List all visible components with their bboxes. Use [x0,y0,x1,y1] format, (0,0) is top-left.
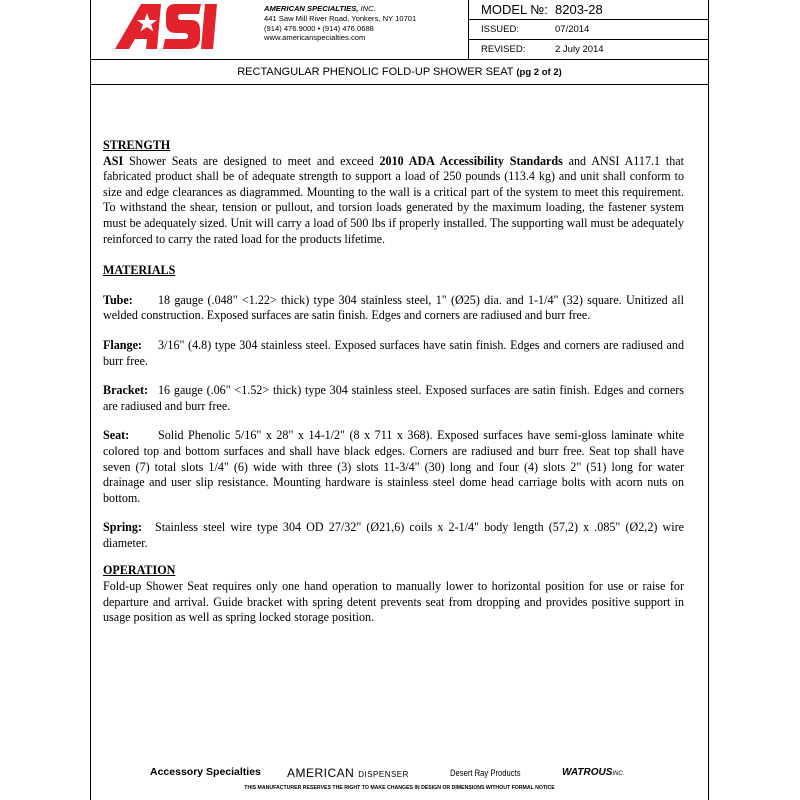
brand-watrous-main: WATROUS [562,767,613,778]
brand-american-dispenser [287,766,409,780]
material-item-bracket [103,383,684,414]
revised-row [469,40,709,60]
company-address: 441 Saw Mill River Road, Yonkers, NY 10701 [264,13,417,23]
brand-american-main: AMERICAN [287,766,355,780]
title-page: (pg 2 of 2) [516,67,562,78]
strength-standard: 2010 ADA Accessibility Standards [379,153,563,168]
material-text: Stainless steel wire type 304 OD 27/32" (Ø21,6) coils x 2-1/4" body length (57,2) x .085" (Ø2,2) wire diameter. [103,520,684,550]
issued-value: 07/2014 [555,24,590,35]
material-text: 3/16" (4.8) type 304 stainless steel. Exposed surfaces have satin finish. Edges and corners are radiused and burr free. [103,337,684,368]
material-term: Seat: [103,428,130,443]
issued-row [469,20,709,40]
materials-heading: MATERIALS [103,263,176,278]
brand-accessory-specialties: Accessory Specialties [150,766,261,778]
revised-label: REVISED: [481,44,526,55]
document-title [90,60,709,85]
brand-watrous [562,767,624,778]
document-body [103,138,684,626]
model-label: MODEL №: [481,2,548,17]
footer-brands [150,766,630,782]
brand-desert-ray: Desert Ray Products [450,768,521,778]
material-item-spring [103,520,684,551]
material-term: Spring: [103,520,142,535]
operation-paragraph: Fold-up Shower Seat requires only one hand operation to manually lower to horizontal position for use or raise for departure and arrival. Guide bracket with spring detent prevents seat from dropping and provides positive support in usage position as well as spring locked storage position. [103,579,684,625]
material-item-tube [103,293,684,324]
title-main: RECTANGULAR PHENOLIC FOLD-UP SHOWER SEAT [237,66,514,78]
asi-logo [113,2,218,50]
strength-paragraph [103,154,684,248]
company-website: www.americanspecialties.com [264,33,366,43]
material-term: Bracket: [103,383,148,398]
operation-heading: OPERATION [103,563,176,578]
strength-text-1: Shower Seats are designed to meet and exceed [123,153,380,168]
model-row [469,0,709,20]
brand-watrous-small: INC. [612,771,625,777]
model-value: 8203-28 [555,2,603,17]
material-item-seat [103,428,684,506]
company-info [264,4,416,43]
material-text: Solid Phenolic 5/16" x 28" x 14-1/2" (8 x 711 x 368). Exposed surfaces have semi-gloss laminate white colored top and bottom surfaces and shall have black edges. Corners are radiused and burr free. Seat top shall have seven (7) total slots 1/4" (6) wide with three (3) slots 11-3/4" (30) long and four (4) slots 2" (51) long for water drainage and user slip resistance. Mounting hardware is stainless steel dome head carriage bolts with acorn nuts on bottom. [103,428,684,505]
strength-heading: STRENGTH [103,138,171,152]
company-suffix: INC. [360,4,376,13]
strength-text-2: and ANSI A117.1 that fabricated product shall be of adequate strength to support a load of 250 pounds (113.4 kg) and unit shall conform to size and edge clearances as diagrammed. Mounting to the wall is a critical part of the system to meet this requirement. To withstand the shear, tension or pullout, and torsion loads generated by the maximum loading, the fastener system must be adequately sized. Unit will carry a load of 500 lbs if properly installed. The supporting wall must be adequately reinforced to carry the rated load for the products lifetime. [103,153,684,246]
material-text: 18 gauge (.048" <1.22> thick) type 304 stainless steel, 1" (Ø25) dia. and 1-1/4" (32) square. Unitized all welded construction. Exposed surfaces are satin finish. Edges and corners are radiused and burr free. [103,292,684,323]
issued-label: ISSUED: [481,24,520,35]
revised-value: 2 July 2014 [555,44,604,55]
model-info-box [468,0,709,60]
company-name-text: AMERICAN SPECIALTIES, [264,4,359,13]
strength-brand: ASI [103,153,124,168]
company-name [264,4,416,14]
material-text: 16 gauge (.06" <1.52> thick) type 304 stainless steel. Exposed surfaces are satin finish. Edges and corners are radiused and burr free. [103,383,684,413]
company-phone: (914) 476.9000 • (914) 476.0688 [264,23,374,33]
material-term: Tube: [103,292,133,307]
material-term: Flange: [103,337,142,352]
footer-notice: THIS MANUFACTURER RESERVES THE RIGHT TO MAKE CHANGES IN DESIGN OR DIMENSIONS WITHOUT FORMAL NOTICE [244,785,555,791]
material-item-flange [103,338,684,369]
brand-american-small: DISPENSER [358,770,409,779]
